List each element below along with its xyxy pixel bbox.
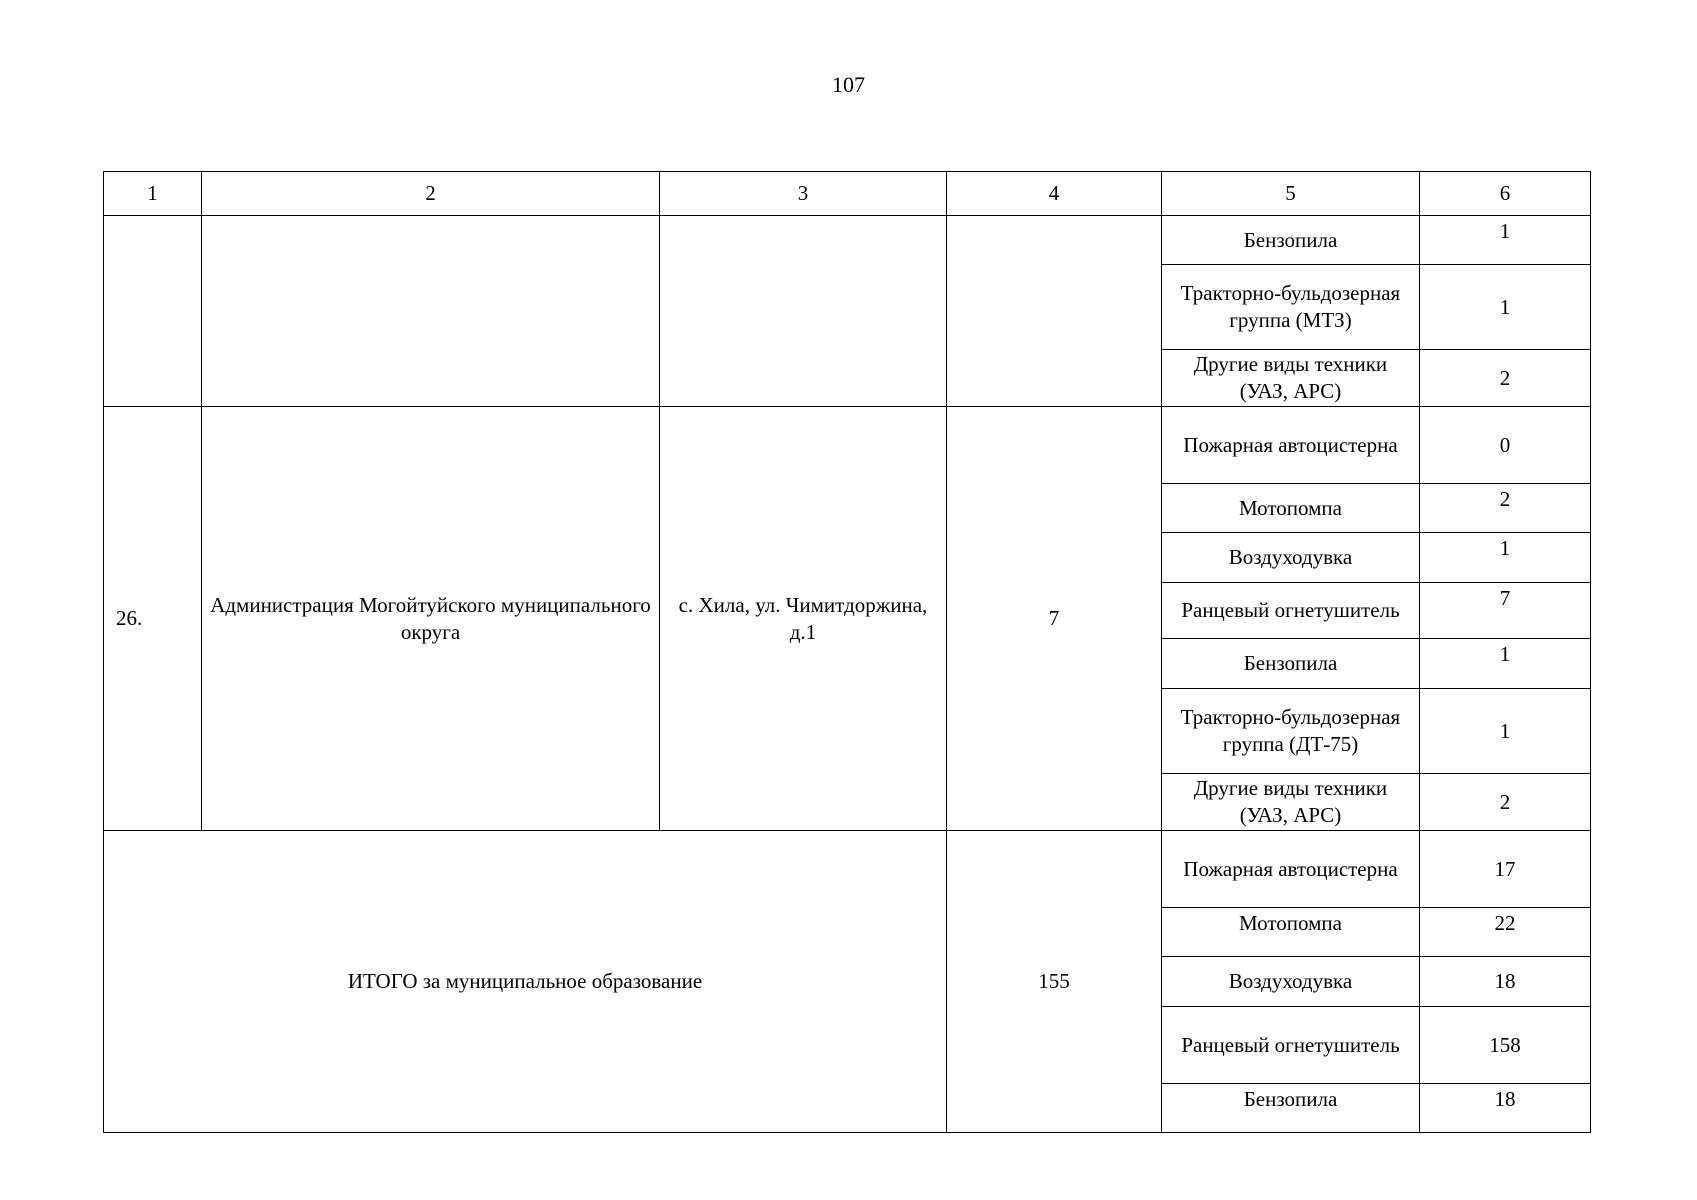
equipment-name: Пожарная автоцистерна — [1162, 407, 1420, 484]
table-row — [104, 216, 1591, 265]
header-cell: 2 — [202, 172, 660, 216]
equipment-name: Ранцевый огнетушитель — [1162, 1007, 1420, 1084]
equipment-name: Мотопомпа — [1162, 908, 1420, 957]
equipment-count: 18 — [1420, 957, 1591, 1007]
equipment-name: Другие виды техники (УАЗ, АРС) — [1162, 774, 1420, 831]
equipment-name: Пожарная автоцистерна — [1162, 831, 1420, 908]
header-cell: 5 — [1162, 172, 1420, 216]
equipment-name: Мотопомпа — [1162, 484, 1420, 533]
equipment-name: Другие виды техники (УАЗ, АРС) — [1162, 350, 1420, 407]
equipment-count: 7 — [1420, 583, 1591, 639]
equipment-count: 1 — [1420, 533, 1591, 583]
total-personnel: 155 — [947, 831, 1162, 1133]
equipment-count: 1 — [1420, 639, 1591, 689]
equipment-count: 22 — [1420, 908, 1591, 957]
equipment-name: Бензопила — [1162, 639, 1420, 689]
personnel-cell-empty — [947, 216, 1162, 407]
org-cell-empty — [202, 216, 660, 407]
equipment-count: 1 — [1420, 689, 1591, 774]
equipment-name: Воздуходувка — [1162, 533, 1420, 583]
equipment-table — [103, 171, 1591, 1133]
equipment-count: 2 — [1420, 350, 1591, 407]
equipment-count: 0 — [1420, 407, 1591, 484]
address-cell-empty — [660, 216, 947, 407]
equipment-count: 2 — [1420, 484, 1591, 533]
header-cell: 3 — [660, 172, 947, 216]
equipment-name: Бензопила — [1162, 1084, 1420, 1133]
equipment-count: 1 — [1420, 216, 1591, 265]
equipment-count: 158 — [1420, 1007, 1591, 1084]
organization-address: с. Хила, ул. Чимитдоржина, д.1 — [660, 407, 947, 831]
page-number: 107 — [832, 72, 865, 97]
equipment-name: Тракторно-бульдозерная группа (ДТ-75) — [1162, 689, 1420, 774]
header-cell: 4 — [947, 172, 1162, 216]
equipment-count: 18 — [1420, 1084, 1591, 1133]
total-label: ИТОГО за муниципальное образование — [104, 831, 947, 1133]
entry-number: 26. — [104, 407, 202, 831]
equipment-count: 2 — [1420, 774, 1591, 831]
organization-name: Администрация Могойтуйского муниципального округа — [202, 407, 660, 831]
equipment-count: 17 — [1420, 831, 1591, 908]
table-header-row — [104, 172, 1591, 216]
equipment-name: Ранцевый огнетушитель — [1162, 583, 1420, 639]
equipment-name: Воздуходувка — [1162, 957, 1420, 1007]
equipment-name: Бензопила — [1162, 216, 1420, 265]
equipment-count: 1 — [1420, 265, 1591, 350]
table-row — [104, 407, 1591, 484]
table-row — [104, 831, 1591, 908]
header-cell: 1 — [104, 172, 202, 216]
personnel-count: 7 — [947, 407, 1162, 831]
equipment-name: Тракторно-бульдозерная группа (МТЗ) — [1162, 265, 1420, 350]
num-cell-empty — [104, 216, 202, 407]
header-cell: 6 — [1420, 172, 1591, 216]
